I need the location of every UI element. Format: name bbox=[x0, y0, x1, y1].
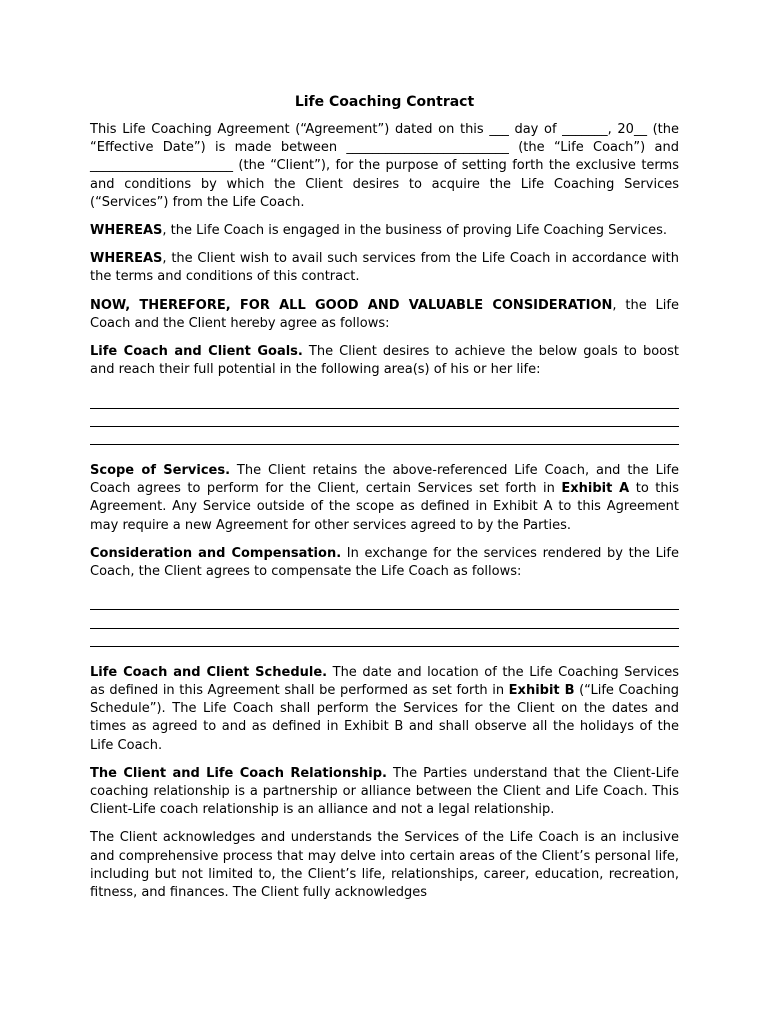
acknowledge-paragraph: The Client acknowledges and understands the Services of the Life Coach is an inclusive and comprehensive process that may delve into certain areas of the Client’s personal life, including but not limited to, the Client’s life, relationships, career, education, recreation, fitness, and finances. The Client fully acknowledges bbox=[90, 830, 679, 901]
contract-page bbox=[90, 92, 679, 912]
schedule-text-2: (“Life Coaching Schedule”). The Life Coach shall perform the Services for the Client on the dates and times as agreed to and as defined in Exhibit B and shall observe all the holidays of the Life Coach. bbox=[90, 682, 679, 753]
whereas-text: , the Life Coach is engaged in the business of proving Life Coaching Services. bbox=[162, 223, 668, 239]
whereas-lead: WHEREAS bbox=[90, 251, 163, 267]
now-therefore-text: , the Life Coach and the Client hereby agree as follows: bbox=[90, 297, 679, 331]
consideration-text: In exchange for the services rendered by the Life Coach, the Client agrees to compensate the Life Coach as follows: bbox=[90, 545, 679, 580]
scope-heading: Scope of Services. bbox=[90, 463, 231, 478]
now-therefore-paragraph bbox=[90, 297, 679, 333]
schedule-text-1: The date and location of the Life Coaching Services as defined in this Agreement shall be performed as set forth in bbox=[90, 664, 679, 698]
blank-line[interactable] bbox=[90, 613, 679, 631]
intro-paragraph: This Life Coaching Agreement (“Agreement”) dated on this ___ day of _______, 20__ (the “Effective Date”) is made between _________________________ (the “Life Coach”) and ______________________ (the “Client”), for the purpose of setting forth the exclusive terms and conditions by which the Client desires to acquire the Life Coaching Services (“Services”) from the Life Coach. bbox=[90, 122, 679, 210]
schedule-heading: Life Coach and Client Schedule. bbox=[90, 664, 328, 680]
scope-text-1: The Client retains the above-referenced Life Coach, and the Life Coach agrees to perform for the Client, certain Services set forth in bbox=[90, 463, 680, 497]
scope-text-2: to this Agreement. Any Service outside of the scope as defined in Exhibit A to this Agreement may require a new Agreement for other services agreed to by the Parties. bbox=[90, 481, 679, 533]
blank-line[interactable] bbox=[90, 412, 679, 430]
whereas-paragraph-1 bbox=[90, 222, 679, 240]
relationship-heading: The Client and Life Coach Relationship. bbox=[90, 765, 387, 781]
blank-line[interactable] bbox=[90, 632, 679, 650]
whereas-lead: WHEREAS bbox=[90, 223, 163, 239]
blank-line[interactable] bbox=[90, 393, 679, 411]
scope-paragraph bbox=[90, 462, 679, 535]
consideration-blank-lines bbox=[90, 595, 679, 650]
relationship-paragraph bbox=[90, 765, 679, 820]
now-therefore-lead: NOW, THEREFORE, FOR ALL GOOD AND VALUABLE CONSIDERATION bbox=[90, 297, 613, 313]
scope-exhibit: Exhibit A bbox=[561, 481, 630, 497]
goals-text: The Client desires to achieve the below goals to boost and reach their full potential in the following area(s) of his or her life: bbox=[90, 344, 679, 378]
blank-line[interactable] bbox=[90, 595, 679, 613]
whereas-text: , the Client wish to avail such services from the Life Coach in accordance with the terms and conditions of this contract. bbox=[90, 251, 679, 285]
whereas-paragraph-2 bbox=[90, 250, 679, 286]
page-title: Life Coaching Contract bbox=[294, 94, 475, 110]
goals-heading: Life Coach and Client Goals. bbox=[90, 344, 303, 360]
goals-blank-lines bbox=[90, 393, 679, 448]
relationship-text: The Parties understand that the Client-Life coaching relationship is a partnership or alliance between the Client and Life Coach. This Client-Life coach relationship is an alliance and not a legal relationship. bbox=[90, 765, 679, 818]
goals-paragraph bbox=[90, 343, 679, 379]
consideration-heading: Consideration and Compensation. bbox=[90, 545, 342, 561]
blank-line[interactable] bbox=[90, 430, 679, 448]
schedule-paragraph bbox=[90, 664, 679, 755]
consideration-paragraph bbox=[90, 545, 679, 581]
schedule-exhibit: Exhibit B bbox=[508, 682, 575, 698]
